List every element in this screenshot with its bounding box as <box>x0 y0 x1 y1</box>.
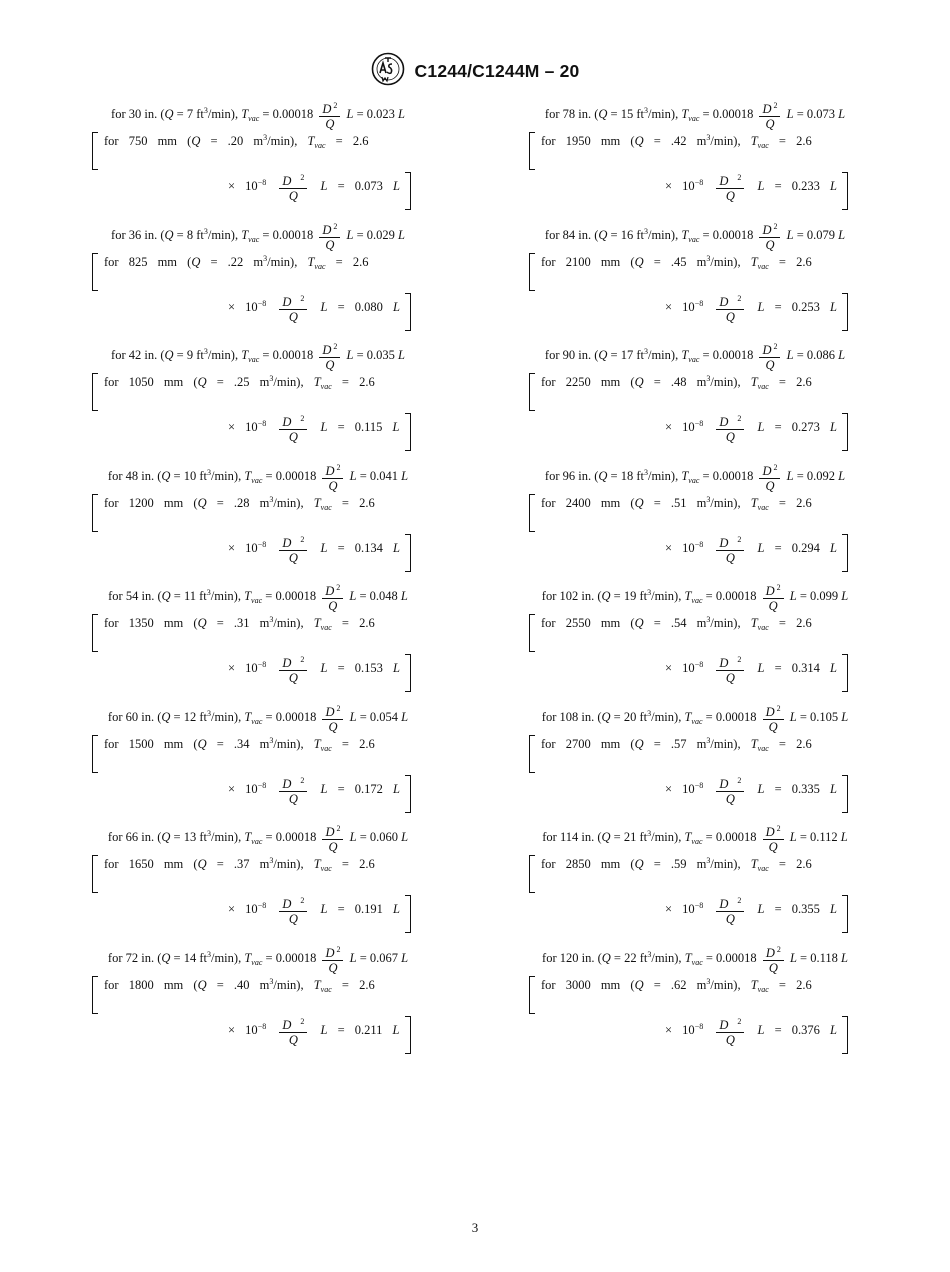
d-squared-over-q: $\frac{D ^2}{Q}$ <box>279 533 307 565</box>
d-squared-over-q: $\frac{D ^2}{Q}$ <box>319 340 340 372</box>
formula-entry <box>68 937 448 1058</box>
bracket-open <box>92 614 98 652</box>
inch-pound-formula: for 48 in. (Q = 10 $ft^3/\min$), $T_{vac} = 0.00018$ $\frac{D ^2}{Q}$ L = 0.041 L <box>107 462 409 493</box>
si-formula-line: for 2250 mm (Q = .48 $m^3/\min$), $T_{vac} = 2.6$ <box>541 374 812 391</box>
d-squared-over-q: $\frac{D ^2}{Q}$ <box>759 461 780 493</box>
bracket-close <box>842 172 848 210</box>
formula-entry <box>505 816 885 937</box>
si-formula-result: × $10^{-8}$ $\frac{D ^2}{Q}$ L = 0.376 L <box>665 1016 837 1047</box>
bracket-open <box>92 855 98 893</box>
bracket-close <box>405 293 411 331</box>
d-squared-over-q: $\frac{D ^2}{Q}$ <box>322 943 343 975</box>
bracket-close <box>405 1016 411 1054</box>
bracket-close <box>842 1016 848 1054</box>
inch-pound-formula: for 78 in. (Q = 15 $ft^3/\min$), $T_{vac} = 0.00018$ $\frac{D ^2}{Q}$ L = 0.073 L <box>544 101 846 131</box>
d-squared-over-q: $\frac{D ^2}{Q}$ <box>716 1015 744 1047</box>
si-formula-result: × $10^{-8}$ $\frac{D ^2}{Q}$ L = 0.294 L <box>665 534 837 565</box>
si-formula-line: for 2700 mm (Q = .57 $m^3/\min$), $T_{vac} = 2.6$ <box>541 735 812 753</box>
inch-pound-formula: for 96 in. (Q = 18 $ft^3/\min$), $T_{vac} = 0.00018$ $\frac{D ^2}{Q}$ L = 0.092 L <box>544 462 846 493</box>
d-squared-over-q: $\frac{D ^2}{Q}$ <box>716 171 744 203</box>
d-squared-over-q: $\frac{D ^2}{Q}$ <box>759 99 780 131</box>
d-squared-over-q: $\frac{D ^2}{Q}$ <box>319 220 340 252</box>
bracket-open <box>529 735 535 773</box>
inch-pound-formula: for 66 in. (Q = 13 $ft^3/\min$), $T_{vac} = 0.00018$ $\frac{D ^2}{Q}$ L = 0.060 L <box>107 824 409 854</box>
si-formula-line: for 1350 mm (Q = .31 $m^3/\min$), $T_{vac} = 2.6$ <box>104 615 375 632</box>
bracket-open <box>529 614 535 652</box>
d-squared-over-q: $\frac{D ^2}{Q}$ <box>763 943 784 975</box>
inch-pound-formula: for 84 in. (Q = 16 $ft^3/\min$), $T_{vac} = 0.00018$ $\frac{D ^2}{Q}$ L = 0.079 L <box>544 221 846 252</box>
formula-entry <box>505 937 885 1058</box>
si-formula-line: for 3000 mm (Q = .62 $m^3/\min$), $T_{vac} = 2.6$ <box>541 976 812 994</box>
formula-entry <box>505 93 885 214</box>
bracket-open <box>92 735 98 773</box>
si-formula-line: for 2400 mm (Q = .51 $m^3/\min$), $T_{vac} = 2.6$ <box>541 494 812 512</box>
inch-pound-formula: for 60 in. (Q = 12 $ft^3/\min$), $T_{vac} = 0.00018$ $\frac{D ^2}{Q}$ L = 0.054 L <box>107 703 409 734</box>
si-formula-line: for 2850 mm (Q = .59 $m^3/\min$), $T_{vac} = 2.6$ <box>541 856 812 873</box>
d-squared-over-q: $\frac{D ^2}{Q}$ <box>716 774 744 806</box>
bracket-open <box>529 373 535 411</box>
si-formula-line: for 1200 mm (Q = .28 $m^3/\min$), $T_{vac} = 2.6$ <box>104 494 375 512</box>
d-squared-over-q: $\frac{D ^2}{Q}$ <box>716 533 744 565</box>
formula-entry <box>68 816 448 937</box>
inch-pound-formula: for 42 in. (Q = 9 $ft^3/\min$), $T_{vac} = 0.00018$ $\frac{D ^2}{Q}$ L = 0.035 L <box>111 342 405 372</box>
d-squared-over-q: $\frac{D ^2}{Q}$ <box>716 653 744 685</box>
si-formula-result: × $10^{-8}$ $\frac{D ^2}{Q}$ L = 0.355 L <box>665 896 837 926</box>
inch-pound-formula: for 108 in. (Q = 20 $ft^3/\min$), $T_{vac} = 0.00018$ $\frac{D ^2}{Q}$ L = 0.105 L <box>541 703 849 734</box>
bracket-close <box>842 413 848 451</box>
d-squared-over-q: $\frac{D ^2}{Q}$ <box>322 702 343 734</box>
d-squared-over-q: $\frac{D ^2}{Q}$ <box>279 774 307 806</box>
si-formula-result: × $10^{-8}$ $\frac{D ^2}{Q}$ L = 0.153 L <box>228 655 400 685</box>
formula-entry <box>68 575 448 696</box>
d-squared-over-q: $\frac{D ^2}{Q}$ <box>279 653 307 685</box>
inch-pound-formula: for 120 in. (Q = 22 $ft^3/\min$), $T_{vac} = 0.00018$ $\frac{D ^2}{Q}$ L = 0.118 L <box>542 944 848 975</box>
si-formula-result: × $10^{-8}$ $\frac{D ^2}{Q}$ L = 0.073 L <box>228 173 400 203</box>
formula-entry <box>505 575 885 696</box>
bracket-open <box>529 976 535 1014</box>
si-formula-result: × $10^{-8}$ $\frac{D ^2}{Q}$ L = 0.314 L <box>665 655 837 685</box>
d-squared-over-q: $\frac{D ^2}{Q}$ <box>279 1015 307 1047</box>
inch-pound-formula: for 90 in. (Q = 17 $ft^3/\min$), $T_{vac} = 0.00018$ $\frac{D ^2}{Q}$ L = 0.086 L <box>544 342 846 372</box>
bracket-open <box>92 253 98 291</box>
bracket-open <box>92 494 98 532</box>
right-column <box>505 93 885 1057</box>
d-squared-over-q: $\frac{D ^2}{Q}$ <box>279 292 307 324</box>
si-formula-result: × $10^{-8}$ $\frac{D ^2}{Q}$ L = 0.211 L <box>228 1016 400 1047</box>
d-squared-over-q: $\frac{D ^2}{Q}$ <box>322 461 343 493</box>
inch-pound-formula: for 30 in. (Q = 7 $ft^3/\min$), $T_{vac} = 0.00018$ $\frac{D ^2}{Q}$ L = 0.023 L <box>111 101 405 131</box>
inch-pound-formula: for 54 in. (Q = 11 $ft^3/\min$), $T_{vac} = 0.00018$ $\frac{D ^2}{Q}$ L = 0.048 L <box>108 583 408 613</box>
document-title: C1244/C1244M – 20 <box>414 61 580 81</box>
si-formula-line: for 1950 mm (Q = .42 $m^3/\min$), $T_{vac} = 2.6$ <box>541 133 812 150</box>
d-squared-over-q: $\frac{D ^2}{Q}$ <box>763 822 784 854</box>
d-squared-over-q: $\frac{D ^2}{Q}$ <box>759 340 780 372</box>
bracket-close <box>842 534 848 572</box>
si-formula-line: for 1050 mm (Q = .25 $m^3/\min$), $T_{vac} = 2.6$ <box>104 374 375 391</box>
inch-pound-formula: for 72 in. (Q = 14 $ft^3/\min$), $T_{vac} = 0.00018$ $\frac{D ^2}{Q}$ L = 0.067 L <box>107 944 409 975</box>
d-squared-over-q: $\frac{D ^2}{Q}$ <box>279 412 307 444</box>
si-formula-line: for 1650 mm (Q = .37 $m^3/\min$), $T_{vac} = 2.6$ <box>104 856 375 873</box>
bracket-open <box>529 253 535 291</box>
d-squared-over-q: $\frac{D ^2}{Q}$ <box>763 581 784 613</box>
formula-entry <box>68 334 448 455</box>
bracket-close <box>405 895 411 933</box>
formula-entry <box>68 696 448 817</box>
bracket-close <box>405 654 411 692</box>
si-formula-result: × $10^{-8}$ $\frac{D ^2}{Q}$ L = 0.080 L <box>228 293 400 324</box>
si-formula-line: for 2100 mm (Q = .45 $m^3/\min$), $T_{vac} = 2.6$ <box>541 253 812 271</box>
si-formula-line: for 1800 mm (Q = .40 $m^3/\min$), $T_{vac} = 2.6$ <box>104 976 375 994</box>
astm-logo-icon <box>371 52 405 91</box>
inch-pound-formula: for 102 in. (Q = 19 $ft^3/\min$), $T_{vac} = 0.00018$ $\frac{D ^2}{Q}$ L = 0.099 L <box>541 583 849 613</box>
bracket-open <box>529 855 535 893</box>
si-formula-line: for 2550 mm (Q = .54 $m^3/\min$), $T_{vac} = 2.6$ <box>541 615 812 632</box>
inch-pound-formula: for 114 in. (Q = 21 $ft^3/\min$), $T_{vac} = 0.00018$ $\frac{D ^2}{Q}$ L = 0.112 L <box>542 824 848 854</box>
si-formula-result: × $10^{-8}$ $\frac{D ^2}{Q}$ L = 0.253 L <box>665 293 837 324</box>
page-number: 3 <box>471 1220 479 1235</box>
formula-entry <box>68 214 448 335</box>
formula-entry <box>68 455 448 576</box>
bracket-close <box>405 775 411 813</box>
bracket-close <box>842 293 848 331</box>
bracket-close <box>405 534 411 572</box>
d-squared-over-q: $\frac{D ^2}{Q}$ <box>763 702 784 734</box>
si-formula-line: for 825 mm (Q = .22 $m^3/\min$), $T_{vac} = 2.6$ <box>104 253 369 271</box>
d-squared-over-q: $\frac{D ^2}{Q}$ <box>716 894 744 926</box>
d-squared-over-q: $\frac{D ^2}{Q}$ <box>322 581 343 613</box>
si-formula-result: × $10^{-8}$ $\frac{D ^2}{Q}$ L = 0.115 L <box>228 414 400 444</box>
si-formula-result: × $10^{-8}$ $\frac{D ^2}{Q}$ L = 0.191 L <box>228 896 400 926</box>
d-squared-over-q: $\frac{D ^2}{Q}$ <box>322 822 343 854</box>
formula-entry <box>505 214 885 335</box>
bracket-close <box>405 413 411 451</box>
inch-pound-formula: for 36 in. (Q = 8 $ft^3/\min$), $T_{vac} = 0.00018$ $\frac{D ^2}{Q}$ L = 0.029 L <box>111 221 405 252</box>
formula-entry <box>505 334 885 455</box>
si-formula-line: for 750 mm (Q = .20 $m^3/\min$), $T_{vac} = 2.6$ <box>104 133 369 150</box>
si-formula-result: × $10^{-8}$ $\frac{D ^2}{Q}$ L = 0.273 L <box>665 414 837 444</box>
si-formula-result: × $10^{-8}$ $\frac{D ^2}{Q}$ L = 0.335 L <box>665 775 837 806</box>
bracket-open <box>92 373 98 411</box>
d-squared-over-q: $\frac{D ^2}{Q}$ <box>319 99 340 131</box>
si-formula-result: × $10^{-8}$ $\frac{D ^2}{Q}$ L = 0.172 L <box>228 775 400 806</box>
bracket-close <box>405 172 411 210</box>
bracket-open <box>529 132 535 170</box>
formula-entry <box>505 696 885 817</box>
si-formula-result: × $10^{-8}$ $\frac{D ^2}{Q}$ L = 0.134 L <box>228 534 400 565</box>
bracket-open <box>529 494 535 532</box>
bracket-close <box>842 895 848 933</box>
formula-entry <box>68 93 448 214</box>
bracket-open <box>92 132 98 170</box>
formula-entry <box>505 455 885 576</box>
si-formula-result: × $10^{-8}$ $\frac{D ^2}{Q}$ L = 0.233 L <box>665 173 837 203</box>
bracket-close <box>842 654 848 692</box>
d-squared-over-q: $\frac{D ^2}{Q}$ <box>279 894 307 926</box>
bracket-close <box>842 775 848 813</box>
d-squared-over-q: $\frac{D ^2}{Q}$ <box>759 220 780 252</box>
d-squared-over-q: $\frac{D ^2}{Q}$ <box>716 292 744 324</box>
si-formula-line: for 1500 mm (Q = .34 $m^3/\min$), $T_{vac} = 2.6$ <box>104 735 375 753</box>
d-squared-over-q: $\frac{D ^2}{Q}$ <box>279 171 307 203</box>
document-header <box>0 52 950 91</box>
left-column <box>68 93 448 1057</box>
bracket-open <box>92 976 98 1014</box>
d-squared-over-q: $\frac{D ^2}{Q}$ <box>716 412 744 444</box>
